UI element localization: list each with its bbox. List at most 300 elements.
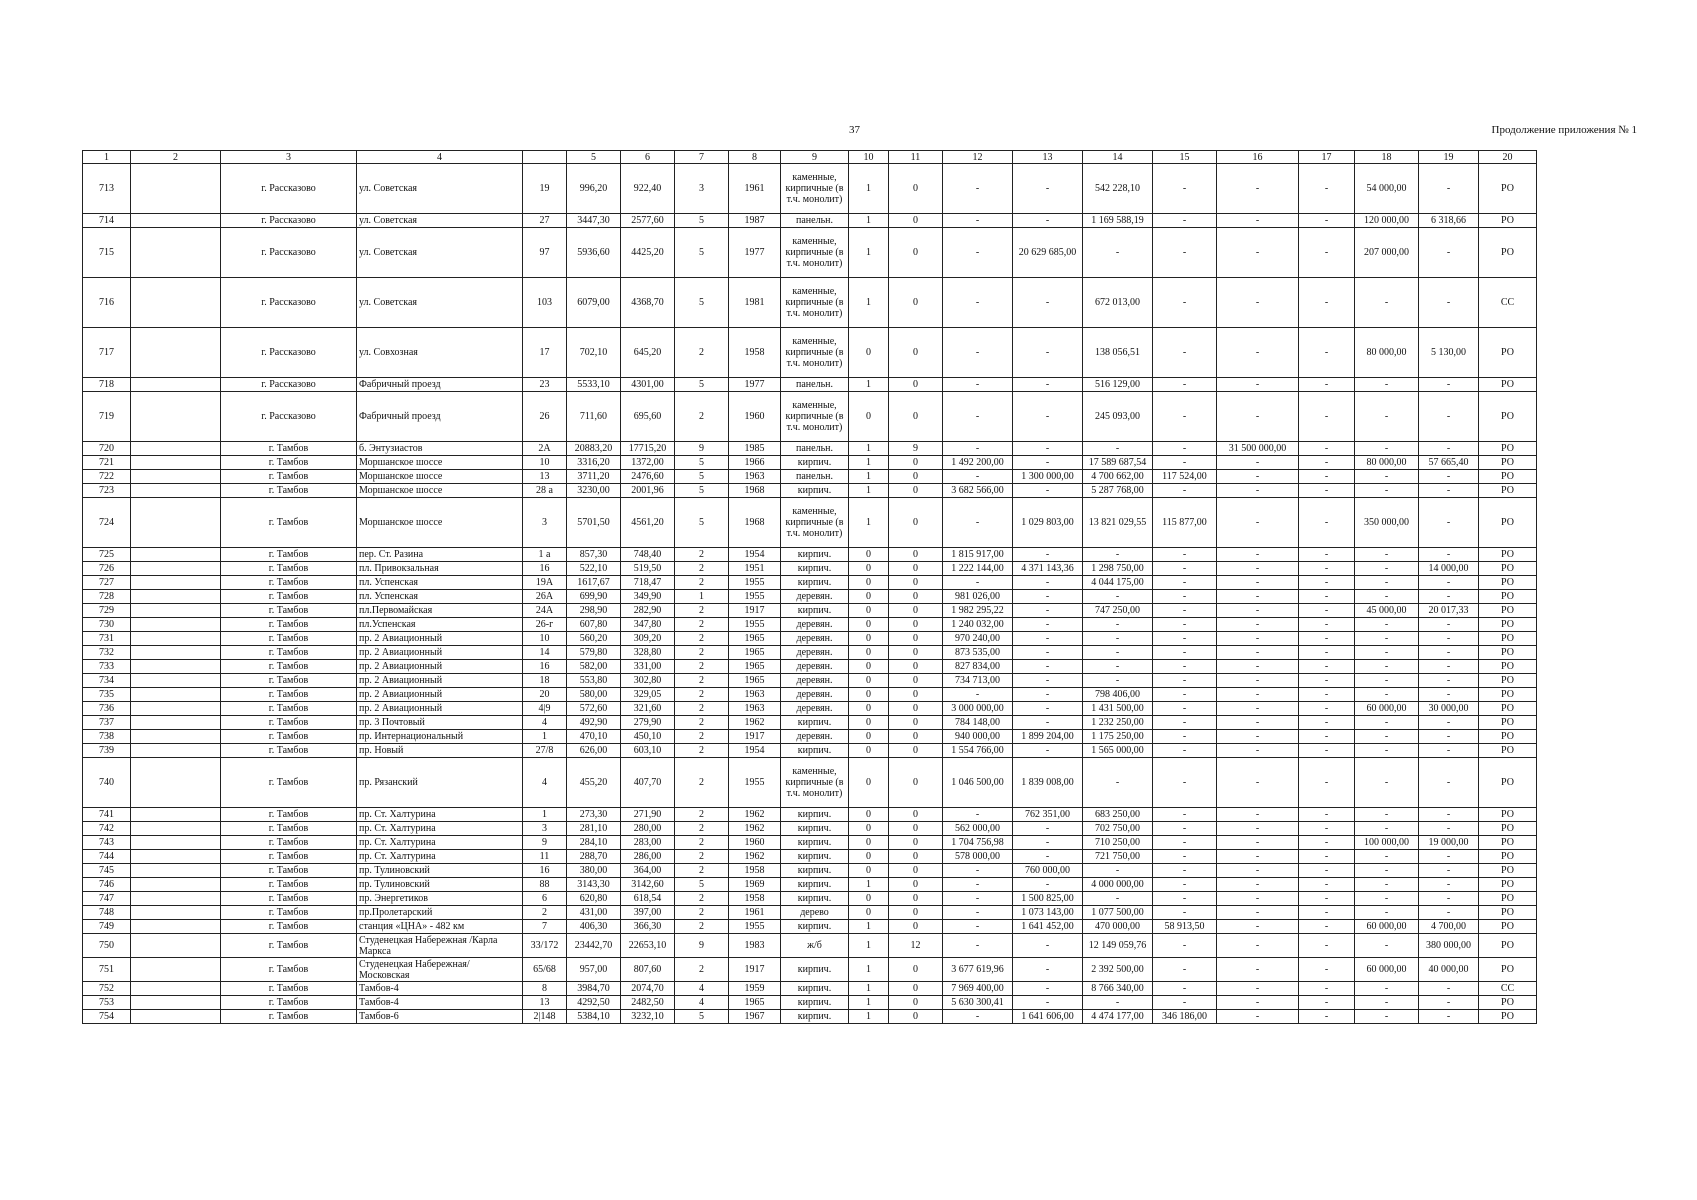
table-cell: 1 554 766,00: [943, 744, 1013, 758]
table-cell: -: [1355, 730, 1419, 744]
table-cell: 0: [889, 164, 943, 214]
table-cell: каменные, кирпичные (в т.ч. монолит): [781, 498, 849, 548]
table-row: [83, 590, 1537, 604]
table-cell: кирпич.: [781, 1010, 849, 1024]
table-cell: -: [1419, 646, 1479, 660]
table-cell: 3984,70: [567, 982, 621, 996]
table-cell: 8 766 340,00: [1083, 982, 1153, 996]
table-cell: -: [1013, 392, 1083, 442]
table-cell: г. Рассказово: [221, 164, 357, 214]
table-cell: -: [1217, 632, 1299, 646]
table-cell: 100 000,00: [1355, 836, 1419, 850]
table-cell: РО: [1479, 822, 1537, 836]
table-cell: СС: [1479, 278, 1537, 328]
table-cell: 743: [83, 836, 131, 850]
table-cell: 364,00: [621, 864, 675, 878]
table-cell: -: [1013, 674, 1083, 688]
table-cell: 2: [675, 392, 729, 442]
table-cell: 7: [675, 151, 729, 164]
table-cell: 0: [889, 744, 943, 758]
table-cell: 17715,20: [621, 442, 675, 456]
table-cell: 13 821 029,55: [1083, 498, 1153, 548]
table-cell: 2: [675, 892, 729, 906]
table-cell: 0: [889, 702, 943, 716]
table-cell: 717: [83, 328, 131, 378]
table-cell: 0: [889, 228, 943, 278]
table-cell: 5: [675, 498, 729, 548]
table-cell: ул. Совхозная: [357, 328, 523, 378]
table-cell: 5701,50: [567, 498, 621, 548]
table-cell: 4 044 175,00: [1083, 576, 1153, 590]
table-cell: РО: [1479, 378, 1537, 392]
table-cell: 2: [675, 822, 729, 836]
table-row: [83, 716, 1537, 730]
table-cell: -: [943, 808, 1013, 822]
table-cell: [131, 562, 221, 576]
table-cell: -: [1013, 744, 1083, 758]
table-cell: г. Тамбов: [221, 920, 357, 934]
table-cell: деревян.: [781, 730, 849, 744]
table-cell: 40 000,00: [1419, 958, 1479, 982]
table-cell: 728: [83, 590, 131, 604]
table-cell: 273,30: [567, 808, 621, 822]
table-cell: -: [1217, 744, 1299, 758]
table-cell: 1 232 250,00: [1083, 716, 1153, 730]
table-cell: -: [1419, 996, 1479, 1010]
table-cell: 1: [849, 982, 889, 996]
table-cell: 1 169 588,19: [1083, 214, 1153, 228]
table-cell: 31 500 000,00: [1217, 442, 1299, 456]
table-cell: 0: [889, 920, 943, 934]
table-cell: 2: [675, 906, 729, 920]
table-cell: 286,00: [621, 850, 675, 864]
table-cell: -: [1299, 934, 1355, 958]
table-cell: 1917: [729, 958, 781, 982]
table-cell: -: [1355, 1010, 1419, 1024]
table-cell: -: [1299, 892, 1355, 906]
table-cell: 2: [675, 688, 729, 702]
table-cell: [131, 878, 221, 892]
table-cell: -: [1153, 982, 1217, 996]
table-cell: -: [1355, 716, 1419, 730]
table-cell: 1 982 295,22: [943, 604, 1013, 618]
table-row: [83, 864, 1537, 878]
table-cell: 1: [849, 228, 889, 278]
table-cell: ж/б: [781, 934, 849, 958]
table-cell: г. Тамбов: [221, 604, 357, 618]
table-cell: 5 130,00: [1419, 328, 1479, 378]
table-cell: 1 839 008,00: [1013, 758, 1083, 808]
table-cell: 2: [675, 716, 729, 730]
table-cell: 748,40: [621, 548, 675, 562]
table-cell: 12: [943, 151, 1013, 164]
table-cell: -: [1217, 456, 1299, 470]
table-cell: -: [1217, 470, 1299, 484]
table-cell: 11: [889, 151, 943, 164]
table-cell: 798 406,00: [1083, 688, 1153, 702]
table-cell: 120 000,00: [1355, 214, 1419, 228]
table-cell: 0: [889, 1010, 943, 1024]
table-cell: -: [1153, 456, 1217, 470]
table-cell: 5: [675, 470, 729, 484]
table-cell: Тамбов-6: [357, 1010, 523, 1024]
table-cell: РО: [1479, 646, 1537, 660]
table-cell: -: [1217, 850, 1299, 864]
table-cell: -: [1419, 864, 1479, 878]
table-cell: 20 629 685,00: [1013, 228, 1083, 278]
table-cell: -: [1299, 688, 1355, 702]
table-cell: РО: [1479, 674, 1537, 688]
table-cell: 1962: [729, 716, 781, 730]
table-cell: 562 000,00: [943, 822, 1013, 836]
table-cell: пр. 3 Почтовый: [357, 716, 523, 730]
table-cell: 1962: [729, 822, 781, 836]
table-cell: -: [1217, 328, 1299, 378]
table-cell: 0: [849, 632, 889, 646]
table-cell: 1965: [729, 674, 781, 688]
table-cell: -: [1419, 892, 1479, 906]
table-cell: -: [1013, 850, 1083, 864]
table-cell: 0: [889, 674, 943, 688]
table-cell: 0: [849, 688, 889, 702]
table-cell: г. Тамбов: [221, 850, 357, 864]
table-cell: Моршанское шоссе: [357, 484, 523, 498]
table-cell: дерево: [781, 906, 849, 920]
table-cell: 3 682 566,00: [943, 484, 1013, 498]
table-cell: 22653,10: [621, 934, 675, 958]
table-cell: 3316,20: [567, 456, 621, 470]
table-cell: -: [1419, 808, 1479, 822]
table-cell: -: [1419, 164, 1479, 214]
table-cell: 3143,30: [567, 878, 621, 892]
table-cell: 0: [889, 864, 943, 878]
table-cell: панельн.: [781, 470, 849, 484]
table-cell: 58 913,50: [1153, 920, 1217, 934]
table-cell: РО: [1479, 590, 1537, 604]
table-cell: 807,60: [621, 958, 675, 982]
table-cell: пл. Успенская: [357, 590, 523, 604]
table-cell: -: [1419, 470, 1479, 484]
table-cell: кирпич.: [781, 836, 849, 850]
table-row: [83, 646, 1537, 660]
table-cell: 2: [675, 660, 729, 674]
table-cell: 28 а: [523, 484, 567, 498]
table-cell: Тамбов-4: [357, 982, 523, 996]
table-cell: 725: [83, 548, 131, 562]
table-cell: 751: [83, 958, 131, 982]
table-cell: 1965: [729, 996, 781, 1010]
table-cell: пр. 2 Авиационный: [357, 688, 523, 702]
table-cell: -: [1299, 864, 1355, 878]
table-cell: 4|9: [523, 702, 567, 716]
table-cell: 572,60: [567, 702, 621, 716]
table-cell: [131, 214, 221, 228]
table-cell: г. Тамбов: [221, 892, 357, 906]
table-cell: -: [1299, 906, 1355, 920]
table-cell: 17: [1299, 151, 1355, 164]
table-row: [83, 214, 1537, 228]
table-cell: 4: [675, 982, 729, 996]
table-cell: кирпич.: [781, 892, 849, 906]
table-cell: 13: [1013, 151, 1083, 164]
table-cell: [131, 906, 221, 920]
table-cell: пл. Привокзальная: [357, 562, 523, 576]
table-row: [83, 548, 1537, 562]
table-cell: г. Тамбов: [221, 996, 357, 1010]
table-cell: 431,00: [567, 906, 621, 920]
table-cell: 731: [83, 632, 131, 646]
table-cell: пр. Ст. Халтурина: [357, 850, 523, 864]
table-row: [83, 328, 1537, 378]
table-cell: -: [1153, 906, 1217, 920]
register-table: [82, 150, 1537, 1024]
table-cell: -: [1083, 548, 1153, 562]
table-cell: [131, 702, 221, 716]
table-cell: кирпич.: [781, 920, 849, 934]
table-cell: 9: [675, 934, 729, 958]
table-cell: -: [1013, 548, 1083, 562]
table-cell: 721 750,00: [1083, 850, 1153, 864]
table-cell: -: [1355, 548, 1419, 562]
table-cell: -: [1217, 498, 1299, 548]
table-cell: 2577,60: [621, 214, 675, 228]
table-cell: 470,10: [567, 730, 621, 744]
table-cell: -: [1419, 632, 1479, 646]
table-cell: 729: [83, 604, 131, 618]
table-row: [83, 836, 1537, 850]
table-cell: 1: [849, 470, 889, 484]
table-cell: 245 093,00: [1083, 392, 1153, 442]
table-cell: 970 240,00: [943, 632, 1013, 646]
table-cell: г. Тамбов: [221, 442, 357, 456]
table-cell: -: [943, 892, 1013, 906]
table-cell: 0: [849, 836, 889, 850]
table-cell: -: [1419, 228, 1479, 278]
table-cell: РО: [1479, 562, 1537, 576]
table-cell: 0: [889, 214, 943, 228]
table-cell: 19: [1419, 151, 1479, 164]
table-row: [83, 470, 1537, 484]
table-cell: РО: [1479, 1010, 1537, 1024]
table-cell: -: [1355, 646, 1419, 660]
table-cell: -: [943, 878, 1013, 892]
table-cell: деревян.: [781, 702, 849, 716]
table-cell: 0: [849, 576, 889, 590]
table-cell: [131, 982, 221, 996]
table-cell: 19: [523, 164, 567, 214]
table-cell: 331,00: [621, 660, 675, 674]
table-cell: 18: [1355, 151, 1419, 164]
table-cell: -: [1299, 604, 1355, 618]
table-cell: -: [943, 228, 1013, 278]
table-cell: 1955: [729, 590, 781, 604]
table-cell: 0: [849, 822, 889, 836]
table-cell: 2: [675, 758, 729, 808]
table-row: [83, 484, 1537, 498]
table-cell: -: [1355, 878, 1419, 892]
table-cell: 2: [675, 646, 729, 660]
table-cell: г. Рассказово: [221, 278, 357, 328]
table-cell: -: [1419, 484, 1479, 498]
table-cell: 784 148,00: [943, 716, 1013, 730]
table-cell: 2482,50: [621, 996, 675, 1010]
table-cell: 54 000,00: [1355, 164, 1419, 214]
table-cell: -: [1153, 576, 1217, 590]
table-row: [83, 906, 1537, 920]
table-cell: -: [1153, 702, 1217, 716]
table-cell: РО: [1479, 632, 1537, 646]
table-cell: -: [1299, 744, 1355, 758]
table-cell: 3: [523, 822, 567, 836]
table-cell: 1983: [729, 934, 781, 958]
table-cell: панельн.: [781, 442, 849, 456]
table-cell: [131, 328, 221, 378]
table-row: [83, 850, 1537, 864]
table-cell: -: [1013, 822, 1083, 836]
table-cell: 1: [849, 934, 889, 958]
table-cell: -: [1299, 378, 1355, 392]
table-row: [83, 920, 1537, 934]
table-cell: г. Тамбов: [221, 470, 357, 484]
table-cell: -: [1419, 674, 1479, 688]
table-cell: деревян.: [781, 618, 849, 632]
table-cell: 4 000 000,00: [1083, 878, 1153, 892]
table-cell: 760 000,00: [1013, 864, 1083, 878]
table-cell: 20: [523, 688, 567, 702]
table-cell: 3230,00: [567, 484, 621, 498]
table-cell: 9: [889, 442, 943, 456]
table-cell: 2: [131, 151, 221, 164]
table-cell: 271,90: [621, 808, 675, 822]
table-cell: -: [943, 576, 1013, 590]
table-cell: РО: [1479, 864, 1537, 878]
table-cell: -: [1217, 604, 1299, 618]
table-cell: 0: [849, 906, 889, 920]
table-cell: 117 524,00: [1153, 470, 1217, 484]
table-cell: -: [1153, 808, 1217, 822]
table-cell: [131, 646, 221, 660]
table-cell: -: [1013, 702, 1083, 716]
table-cell: 4561,20: [621, 498, 675, 548]
table-cell: 3711,20: [567, 470, 621, 484]
table-cell: кирпич.: [781, 716, 849, 730]
table-cell: 732: [83, 646, 131, 660]
table-cell: -: [943, 470, 1013, 484]
table-cell: -: [1217, 758, 1299, 808]
table-cell: -: [1083, 892, 1153, 906]
table-cell: 0: [889, 660, 943, 674]
table-cell: РО: [1479, 392, 1537, 442]
table-cell: 734: [83, 674, 131, 688]
table-row: [83, 808, 1537, 822]
table-cell: 0: [849, 758, 889, 808]
table-cell: 406,30: [567, 920, 621, 934]
table-cell: -: [1355, 470, 1419, 484]
table-cell: -: [1153, 378, 1217, 392]
table-cell: 1968: [729, 484, 781, 498]
table-cell: 719: [83, 392, 131, 442]
table-cell: 579,80: [567, 646, 621, 660]
table-cell: РО: [1479, 744, 1537, 758]
table-cell: [131, 758, 221, 808]
table-cell: 0: [889, 278, 943, 328]
table-cell: -: [1299, 548, 1355, 562]
table-cell: 9: [523, 836, 567, 850]
table-cell: 16: [523, 562, 567, 576]
table-cell: 280,00: [621, 822, 675, 836]
table-cell: -: [1217, 484, 1299, 498]
table-cell: 5: [675, 278, 729, 328]
table-cell: 1961: [729, 164, 781, 214]
table-cell: 470 000,00: [1083, 920, 1153, 934]
table-cell: 1967: [729, 1010, 781, 1024]
table-cell: 492,90: [567, 716, 621, 730]
table-cell: 723: [83, 484, 131, 498]
table-cell: г. Тамбов: [221, 934, 357, 958]
table-cell: 16: [1217, 151, 1299, 164]
table-cell: 1969: [729, 878, 781, 892]
table-cell: 2А: [523, 442, 567, 456]
table-cell: 2|148: [523, 1010, 567, 1024]
table-cell: 12 149 059,76: [1083, 934, 1153, 958]
table-cell: -: [1355, 808, 1419, 822]
table-cell: 16: [523, 864, 567, 878]
table-cell: 0: [849, 808, 889, 822]
table-cell: -: [1419, 442, 1479, 456]
table-cell: 746: [83, 878, 131, 892]
table-cell: 279,90: [621, 716, 675, 730]
table-cell: 18: [523, 674, 567, 688]
table-cell: -: [1419, 906, 1479, 920]
table-cell: 2: [675, 548, 729, 562]
table-cell: 207 000,00: [1355, 228, 1419, 278]
table-cell: 1917: [729, 730, 781, 744]
table-cell: [131, 744, 221, 758]
table-cell: 284,10: [567, 836, 621, 850]
table-cell: [131, 278, 221, 328]
table-cell: 13: [523, 470, 567, 484]
table-cell: 715: [83, 228, 131, 278]
table-row: [83, 674, 1537, 688]
table-cell: 6 318,66: [1419, 214, 1479, 228]
table-cell: 9: [781, 151, 849, 164]
table-row: [83, 562, 1537, 576]
table-cell: -: [1299, 576, 1355, 590]
table-cell: 1: [849, 378, 889, 392]
table-row: [83, 688, 1537, 702]
table-cell: -: [1419, 878, 1479, 892]
table-cell: 6: [523, 892, 567, 906]
table-cell: 0: [889, 996, 943, 1010]
table-cell: Моршанское шоссе: [357, 456, 523, 470]
table-cell: 0: [849, 328, 889, 378]
table-cell: 1965: [729, 646, 781, 660]
table-cell: 1 500 825,00: [1013, 892, 1083, 906]
table-cell: -: [1217, 688, 1299, 702]
table-cell: 5: [675, 484, 729, 498]
table-cell: 0: [849, 702, 889, 716]
table-cell: 0: [889, 618, 943, 632]
table-cell: 718,47: [621, 576, 675, 590]
table-cell: 3: [221, 151, 357, 164]
table-cell: -: [1419, 498, 1479, 548]
table-cell: 1 298 750,00: [1083, 562, 1153, 576]
table-cell: 672 013,00: [1083, 278, 1153, 328]
table-cell: -: [1419, 850, 1479, 864]
table-cell: 4: [523, 716, 567, 730]
table-cell: 7: [523, 920, 567, 934]
table-cell: 2: [675, 850, 729, 864]
